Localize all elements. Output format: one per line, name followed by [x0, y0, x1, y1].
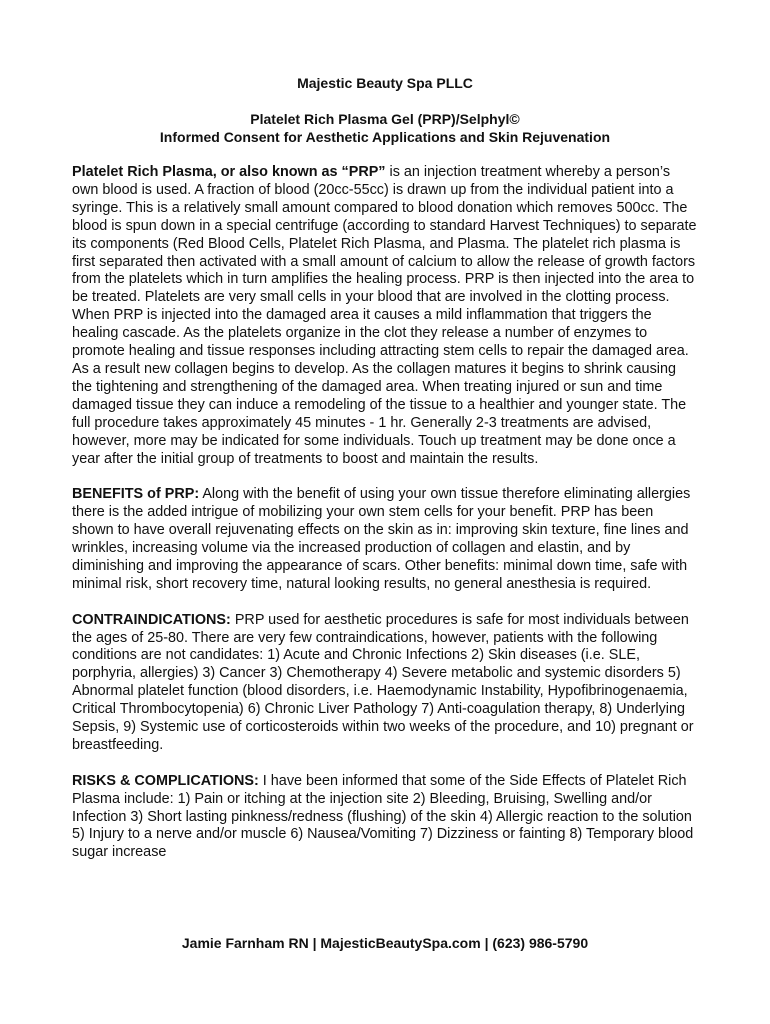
risks-paragraph	[72, 773, 698, 863]
footer-contact: Jamie Farnham RN | MajesticBeautySpa.com | (623) 986-5790	[181, 935, 589, 951]
risks-body: I have been informed that some of the Side Effects of Platelet Rich Plasma include: 1) Pain or itching at the injection site 2) Bleeding, Bruising, Swelling and/or Infection 3) Short lasting pinkness/redness (flushing) of the skin 4) Allergic reaction to the solution 5) Injury to a nerve and/or muscle 6) Nausea/Vomiting 7) Dizziness or fainting 8) Temporary blood sugar increase	[72, 772, 694, 861]
contraindications-paragraph	[72, 612, 698, 755]
intro-paragraph	[72, 164, 698, 468]
intro-heading: Platelet Rich Plasma, or also known as “PRP”	[72, 164, 386, 180]
contraindications-heading: CONTRAINDICATIONS:	[72, 611, 231, 628]
benefits-heading: BENEFITS of PRP:	[72, 486, 200, 503]
benefits-body: Along with the benefit of using your own tissue therefore eliminating allergies there is the added intrigue of mobilizing your own stem cells for your benefit. PRP has been shown to have overall rejuvenating effects on the skin as in: improving skin texture, fine lines and wrinkles, increasing volume via the increased production of collagen and elastin, and by diminishing and improving the appearance of scars. Other benefits: minimal down time, safe with minimal risk, short recovery time, natural looking results, no general anesthesia is required.	[72, 486, 691, 592]
consent-document	[72, 74, 698, 880]
benefits-paragraph	[72, 486, 698, 593]
company-name: Majestic Beauty Spa PLLC	[297, 75, 473, 91]
document-title-line2: Informed Consent for Aesthetic Applications and Skin Rejuvenation	[159, 129, 611, 145]
document-title-line1: Platelet Rich Plasma Gel (PRP)/Selphyl©	[250, 111, 520, 127]
risks-heading: RISKS & COMPLICATIONS:	[72, 772, 259, 789]
intro-body: is an injection treatment whereby a person’s own blood is used. A fraction of blood (20cc-55cc) is drawn up from the individual patient into a syringe. This is a relatively small amount compared to blood donation which removes 500cc. The blood is spun down in a special centrifuge (according to standard Harvest Techniques) to separate its components (Red Blood Cells, Platelet Rich Plasma, and Plasma. The platelet rich plasma is first separated then activated with a small amount of calcium to allow the release of growth factors from the platelets which in turn amplifies the healing process. PRP is then injected into the area to be treated. Platelets are very small cells in your blood that are involved in the clotting process. When PRP is injected into the damaged area it causes a mild inflammation that triggers the healing cascade. As the platelets organize in the clot they release a number of enzymes to promote healing and tissue responses including attracting stem cells to repair the damaged area. As a result new collagen begins to develop. As the collagen matures it begins to shrink causing the tightening and strengthening of the damaged area. When treating injured or sun and time damaged tissue they can induce a remodeling of the tissue to a healthier and younger state. The full procedure takes approximately 45 minutes - 1 hr. Generally 2-3 treatments are advised, however, more may be indicated for some individuals. Touch up treatment may be done once a year after the initial group of treatments to boost and maintain the results.	[72, 164, 697, 467]
contraindications-body: PRP used for aesthetic procedures is safe for most individuals between the ages of 25-80. There are very few contraindications, however, patients with the following conditions are not candidates: 1) Acute and Chronic Infections 2) Skin diseases (i.e. SLE, porphyria, allergies) 3) Cancer 3) Chemotherapy 4) Severe metabolic and systemic disorders 5) Abnormal platelet function (blood disorders, i.e. Haemodynamic Instability, Hypofibrinogenaemia, Critical Thrombocytopenia) 6) Chronic Liver Pathology 7) Anti-coagulation therapy, 8) Underlying Sepsis, 9) Systemic use of corticosteroids within two weeks of the procedure, and 10) pregnant or breastfeeding.	[72, 611, 694, 753]
